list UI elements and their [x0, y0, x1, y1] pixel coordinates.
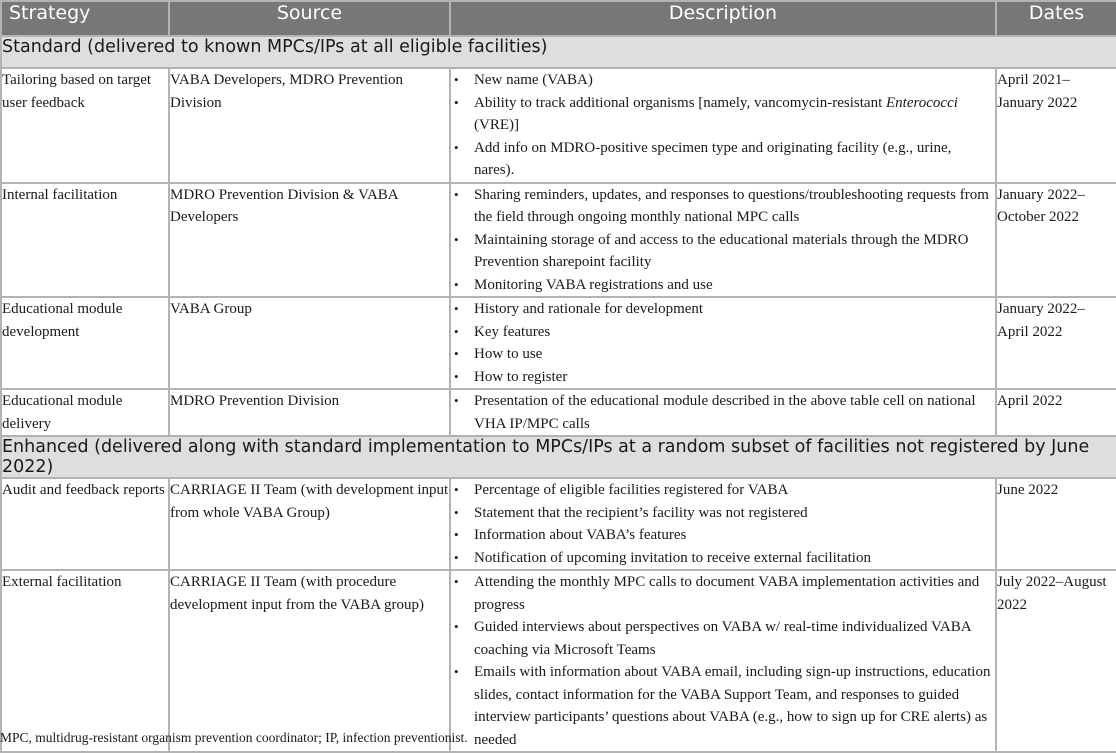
description-cell [450, 389, 996, 436]
strategy-cell: Internal facilitation [1, 183, 169, 298]
organism-name: Enterococci [886, 94, 958, 111]
source-cell: MDRO Prevention Division [169, 389, 450, 436]
section-row-standard [1, 36, 1116, 68]
description-cell [450, 478, 996, 570]
description-item: • Key features [451, 321, 995, 344]
description-item: • Add info on MDRO-positive specimen type and originating facility (e.g., urine, nares). [451, 137, 995, 182]
table-footnote: MPC, multidrug-resistant organism prevention coordinator; IP, infection preventionist. [0, 730, 468, 745]
description-text: Ability to track additional organisms [namely, vancomycin-resistant [474, 94, 886, 111]
section-title: Enhanced (delivered along with standard implementation to MPCs/IPs at a random subset of facilities not registered by June 2022) [1, 436, 1116, 478]
description-cell [450, 570, 996, 752]
description-cell [450, 68, 996, 183]
description-item: • Monitoring VABA registrations and use [451, 274, 995, 297]
source-cell: MDRO Prevention Division & VABA Developers [169, 183, 450, 298]
description-item: • Presentation of the educational module described in the above table cell on national VHA IP/MPC calls [451, 390, 995, 435]
strategy-cell: Educational module development [1, 297, 169, 389]
table-row [1, 389, 1116, 436]
description-cell [450, 183, 996, 298]
dates-cell: April 2021–January 2022 [996, 68, 1116, 183]
description-item: • History and rationale for development [451, 298, 995, 321]
description-item: • How to register [451, 366, 995, 389]
header-row [1, 1, 1116, 36]
description-item: • Emails with information about VABA email, including sign-up instructions, education slides, contact information for the VABA Support Team, and responses to guided interview participants’ questions about VABA (e.g., how to sign up for CRE alerts) as needed [451, 661, 995, 751]
section-title: Standard (delivered to known MPCs/IPs at all eligible facilities) [1, 36, 1116, 68]
dates-cell: June 2022 [996, 478, 1116, 570]
description-item: • Maintaining storage of and access to the educational materials through the MDRO Prevention sharepoint facility [451, 229, 995, 274]
header-description: Description [450, 1, 996, 36]
description-item: • How to use [451, 343, 995, 366]
source-cell: VABA Developers, MDRO Prevention Division [169, 68, 450, 183]
description-text: (VRE)] [474, 117, 519, 133]
description-item: • Statement that the recipient’s facility was not registered [451, 502, 995, 525]
table-row [1, 297, 1116, 389]
description-item: • Notification of upcoming invitation to receive external facilitation [451, 547, 995, 570]
strategy-cell: External facilitation [1, 570, 169, 752]
table-row [1, 570, 1116, 752]
source-cell: VABA Group [169, 297, 450, 389]
description-item: • Attending the monthly MPC calls to document VABA implementation activities and progress [451, 571, 995, 616]
description-item: • Guided interviews about perspectives on VABA w/ real-time individualized VABA coaching via Microsoft Teams [451, 616, 995, 661]
header-dates: Dates [996, 1, 1116, 36]
strategy-cell: Audit and feedback reports [1, 478, 169, 570]
section-row-enhanced [1, 436, 1116, 478]
header-source: Source [169, 1, 450, 36]
table-row [1, 478, 1116, 570]
dates-cell: January 2022–October 2022 [996, 183, 1116, 298]
strategy-cell: Educational module delivery [1, 389, 169, 436]
table-row [1, 183, 1116, 298]
description-item: • Sharing reminders, updates, and responses to questions/troubleshooting requests from the field through ongoing monthly national MPC calls [451, 184, 995, 229]
description-item: • New name (VABA) [451, 69, 995, 92]
dates-cell: April 2022 [996, 389, 1116, 436]
header-strategy: Strategy [1, 1, 169, 36]
description-cell [450, 297, 996, 389]
description-item [451, 92, 995, 137]
dates-cell: July 2022–August 2022 [996, 570, 1116, 752]
source-cell: CARRIAGE II Team (with procedure development input from the VABA group) [169, 570, 450, 752]
strategy-cell: Tailoring based on target user feedback [1, 68, 169, 183]
description-item: • Information about VABA’s features [451, 524, 995, 547]
description-item: • Percentage of eligible facilities registered for VABA [451, 479, 995, 502]
dates-cell: January 2022–April 2022 [996, 297, 1116, 389]
table-row [1, 68, 1116, 183]
source-cell: CARRIAGE II Team (with development input from whole VABA Group) [169, 478, 450, 570]
